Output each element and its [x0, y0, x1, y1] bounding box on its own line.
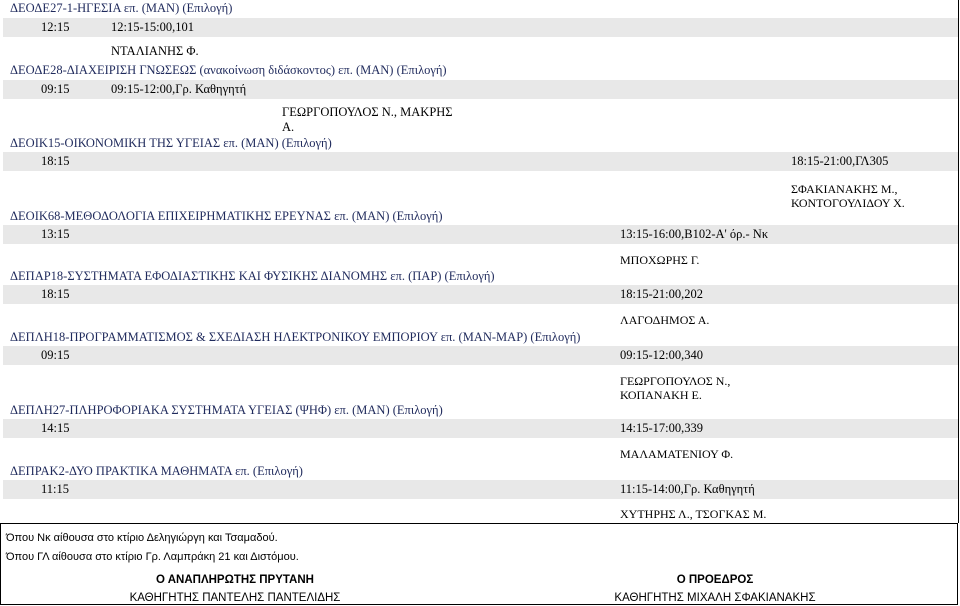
course-title: ΔΕΟΔΕ28-ΔΙΑΧΕΙΡΙΣΗ ΓΝΩΣΕΩΣ (ανακοίνωση διδάσκοντος) επ. (ΜΑΝ) (Επιλογή) — [10, 63, 447, 77]
course-slot: 14:15-17:00,339 — [620, 421, 703, 435]
course-title: ΔΕΠΛΗ27-ΠΛΗΡΟΦΟΡΙΑΚΑ ΣΥΣΤΗΜΑΤΑ ΥΓΕΙΑΣ (ΨΗΦ) επ. (ΜΑΝ) (Επιλογή) — [10, 403, 443, 417]
course-instructor: ΓΕΩΡΓΟΠΟΥΛΟΣ Ν., — [620, 374, 731, 388]
course-title: ΔΕΟΙΚ15-ΟΙΚΟΝΟΜΙΚΗ ΤΗΣ ΥΓΕΙΑΣ επ. (ΜΑΝ) (Επιλογή) — [10, 136, 332, 150]
course-slot: 12:15-15:00,101 — [111, 20, 194, 34]
footer-note: Όπου ΓΛ αίθουσα στο κτίριο Γρ. Λαμπράκη 21 και Διστόμου. — [6, 551, 299, 563]
course-time: 13:15 — [41, 227, 70, 241]
course-time: 18:15 — [41, 154, 70, 168]
course-time: 09:15 — [41, 82, 70, 96]
course-time: 11:15 — [41, 482, 70, 496]
course-time: 09:15 — [41, 348, 70, 362]
course-title: ΔΕΠΛΗ18-ΠΡΟΓΡΑΜΜΑΤΙΣΜΟΣ & ΣΧΕΔΙΑΣΗ ΗΛΕΚΤΡΟΝΙΚΟΥ ΕΜΠΟΡΙΟΥ επ. (ΜΑΝ-ΜΑΡ) (Επιλογή) — [10, 330, 581, 344]
course-title: ΔΕΠΑΡ18-ΣΥΣΤΗΜΑΤΑ ΕΦΟΔΙΑΣΤΙΚΗΣ ΚΑΙ ΦΥΣΙΚΗΣ ΔΙΑΝΟΜΗΣ επ. (ΠΑΡ) (Επιλογή) — [10, 269, 495, 283]
course-time: 18:15 — [41, 287, 70, 301]
course-title: ΔΕΠΡΑΚ2-ΔΥΟ ΠΡΑΚΤΙΚΑ ΜΑΘΗΜΑΤΑ επ. (Επιλογή) — [10, 464, 303, 478]
course-instructor: ΚΟΝΤΟΓΟΥΛΙΔΟΥ Χ. — [791, 196, 905, 210]
course-instructor: ΓΕΩΡΓΟΠΟΥΛΟΣ Ν., ΜΑΚΡΗΣ — [282, 105, 453, 119]
course-instructor: ΣΦΑΚΙΑΝΑΚΗΣ Μ., — [791, 182, 898, 196]
left-signature-title: Ο ΑΝΑΠΛΗΡΩΤΗΣ ΠΡΥΤΑΝΗ — [156, 574, 314, 586]
course-slot: 18:15-21:00,ΓΛ305 — [791, 154, 889, 168]
course-time: 12:15 — [41, 20, 70, 34]
course-instructor: ΜΑΛΑΜΑΤΕΝΙΟΥ Φ. — [620, 447, 734, 461]
course-instructor: ΛΑΓΟΔΗΜΟΣ Α. — [620, 313, 710, 327]
course-instructor: ΝΤΑΛΙΑΝΗΣ Φ. — [111, 44, 199, 58]
course-title: ΔΕΟΙΚ68-ΜΕΘΟΔΟΛΟΓΙΑ ΕΠΙΧΕΙΡΗΜΑΤΙΚΗΣ ΕΡΕΥΝΑΣ επ. (ΜΑΝ) (Επιλογή) — [10, 209, 443, 223]
course-row — [3, 419, 958, 438]
footer-note: Όπου Νκ αίθουσα στο κτίριο Δεληγιώργη και Τσαμαδού. — [6, 532, 278, 544]
course-slot: 13:15-16:00,Β102-Α' όρ.- Νκ — [620, 227, 769, 241]
right-signature-title: Ο ΠΡΟΕΔΡΟΣ — [676, 574, 754, 586]
left-signature-name: ΚΑΘΗΓΗΤΗΣ ΠΑΝΤΕΛΗΣ ΠΑΝΤΕΛΙΔΗΣ — [129, 592, 341, 604]
course-slot: 09:15-12:00,340 — [620, 348, 703, 362]
course-slot: 18:15-21:00,202 — [620, 287, 703, 301]
course-slot: 11:15-14:00,Γρ. Καθηγητή — [620, 482, 755, 496]
course-row — [3, 285, 958, 304]
course-row — [3, 480, 958, 499]
course-title: ΔΕΟΔΕ27-1-ΗΓΕΣΙΑ επ. (ΜΑΝ) (Επιλογή) — [10, 1, 233, 15]
page-border-right — [958, 0, 959, 523]
course-row — [3, 225, 958, 244]
course-slot: 09:15-12:00,Γρ. Καθηγητή — [111, 82, 247, 96]
right-signature-name: ΚΑΘΗΓΗΤΗΣ ΜΙΧΑΛΗ ΣΦΑΚΙΑΝΑΚΗΣ — [614, 592, 816, 604]
course-instructor: Α. — [282, 120, 295, 134]
course-instructor: ΧΥΤΗΡΗΣ Λ., ΤΣΟΓΚΑΣ Μ. — [620, 507, 767, 521]
course-time: 14:15 — [41, 421, 70, 435]
course-row — [3, 346, 958, 365]
course-instructor: ΚΟΠΑΝΑΚΗ Ε. — [620, 388, 702, 402]
course-instructor: ΜΠΟΧΩΡΗΣ Γ. — [620, 253, 700, 267]
